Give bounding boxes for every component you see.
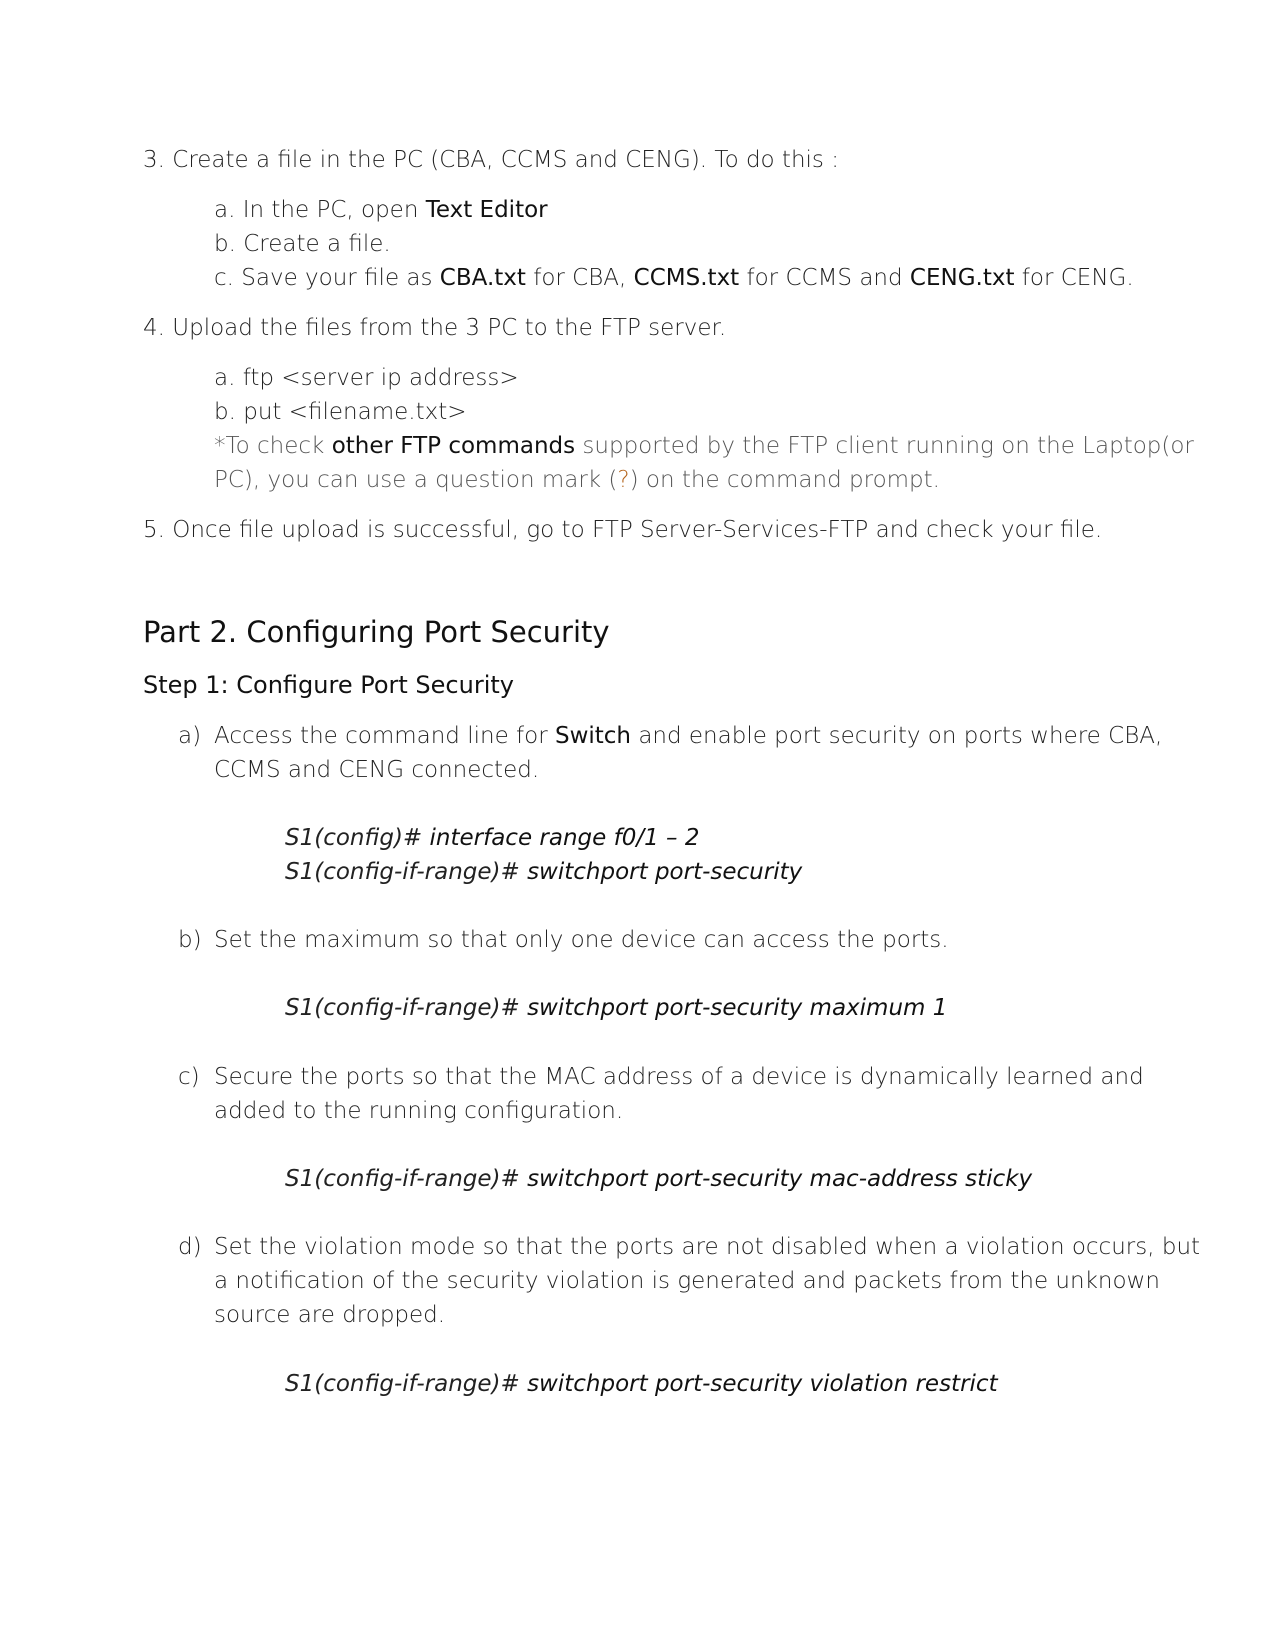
command-prompt: S1(config)#: [285, 825, 430, 851]
step-1-heading: Step 1: Configure Port Security: [143, 671, 514, 699]
note-line2-post: ) on the command prompt.: [629, 467, 940, 493]
command-prompt: S1(config-if-range)#: [285, 859, 528, 885]
item-a-line1-pre: Access the command line for: [214, 723, 555, 749]
item-d-line-1: Set the violation mode so that the ports are not disabled when a violation occurs, but: [214, 1234, 1201, 1260]
section-3-item-c: [214, 261, 1134, 295]
command-text: switchport port-security: [527, 859, 803, 885]
item-c-text: c. Save your file as: [214, 265, 440, 291]
item-d-line-3: source are dropped.: [214, 1302, 446, 1328]
item-c-text-post: for CENG.: [1014, 265, 1134, 291]
item-c-line-2: added to the running configuration.: [214, 1098, 624, 1124]
command-line: [285, 1367, 998, 1401]
item-c-text-mid2: for CCMS and: [739, 265, 910, 291]
command-text: switchport port-security maximum 1: [527, 995, 948, 1021]
ceng-filename: CENG.txt: [909, 265, 1015, 291]
cba-filename: CBA.txt: [439, 265, 526, 291]
section-3-title: 3. Create a file in the PC (CBA, CCMS and CENG). To do this :: [143, 147, 839, 173]
command-line: [285, 821, 699, 855]
item-b-label: b): [178, 927, 202, 953]
command-line: [285, 855, 802, 889]
item-a-line-1: [214, 719, 1162, 753]
item-a-line1-post: and enable port security on ports where CBA,: [631, 723, 1163, 749]
item-c-label: c): [178, 1064, 200, 1090]
text-editor-term: Text Editor: [425, 197, 548, 223]
item-a-text: a. In the PC, open: [214, 197, 426, 223]
part-2-heading: Part 2. Configuring Port Security: [143, 615, 610, 649]
ftp-commands-term: other FTP commands: [331, 433, 576, 459]
command-text: interface range f0/1 – 2: [429, 825, 700, 851]
note-text-mid: supported by the FTP client running on the Laptop(or: [575, 433, 1194, 459]
command-text: switchport port-security violation restrict: [527, 1371, 998, 1397]
note-text: *To check: [214, 433, 332, 459]
command-text: switchport port-security mac-address sticky: [527, 1166, 1033, 1192]
section-3-item-b: b. Create a file.: [214, 231, 391, 257]
command-prompt: S1(config-if-range)#: [285, 1371, 528, 1397]
command-line: [285, 1162, 1032, 1196]
command-prompt: S1(config-if-range)#: [285, 995, 528, 1021]
item-a-label: a): [178, 723, 202, 749]
item-c-text-mid1: for CBA,: [525, 265, 634, 291]
switch-term: Switch: [554, 723, 632, 749]
question-mark: ?: [617, 467, 630, 493]
section-4-note-line-2: [214, 463, 940, 497]
ccms-filename: CCMS.txt: [633, 265, 740, 291]
item-b-line-1: Set the maximum so that only one device can access the ports.: [214, 927, 949, 953]
section-4-note-line-1: [214, 429, 1194, 463]
item-a-line-2: CCMS and CENG connected.: [214, 757, 540, 783]
item-d-label: d): [178, 1234, 202, 1260]
command-line: [285, 991, 947, 1025]
item-d-line-2: a notification of the security violation is generated and packets from the unknown: [214, 1268, 1160, 1294]
command-prompt: S1(config-if-range)#: [285, 1166, 528, 1192]
section-4-item-a: a. ftp <server ip address>: [214, 365, 519, 391]
section-3-item-a: [214, 193, 548, 227]
note-line2-text: PC), you can use a question mark (: [214, 467, 618, 493]
section-4-item-b: b. put <filename.txt>: [214, 399, 467, 425]
section-4-title: 4. Upload the files from the 3 PC to the FTP server.: [143, 315, 727, 341]
section-5-title: 5. Once file upload is successful, go to FTP Server-Services-FTP and check your file.: [143, 517, 1103, 543]
item-c-line-1: Secure the ports so that the MAC address of a device is dynamically learned and: [214, 1064, 1144, 1090]
